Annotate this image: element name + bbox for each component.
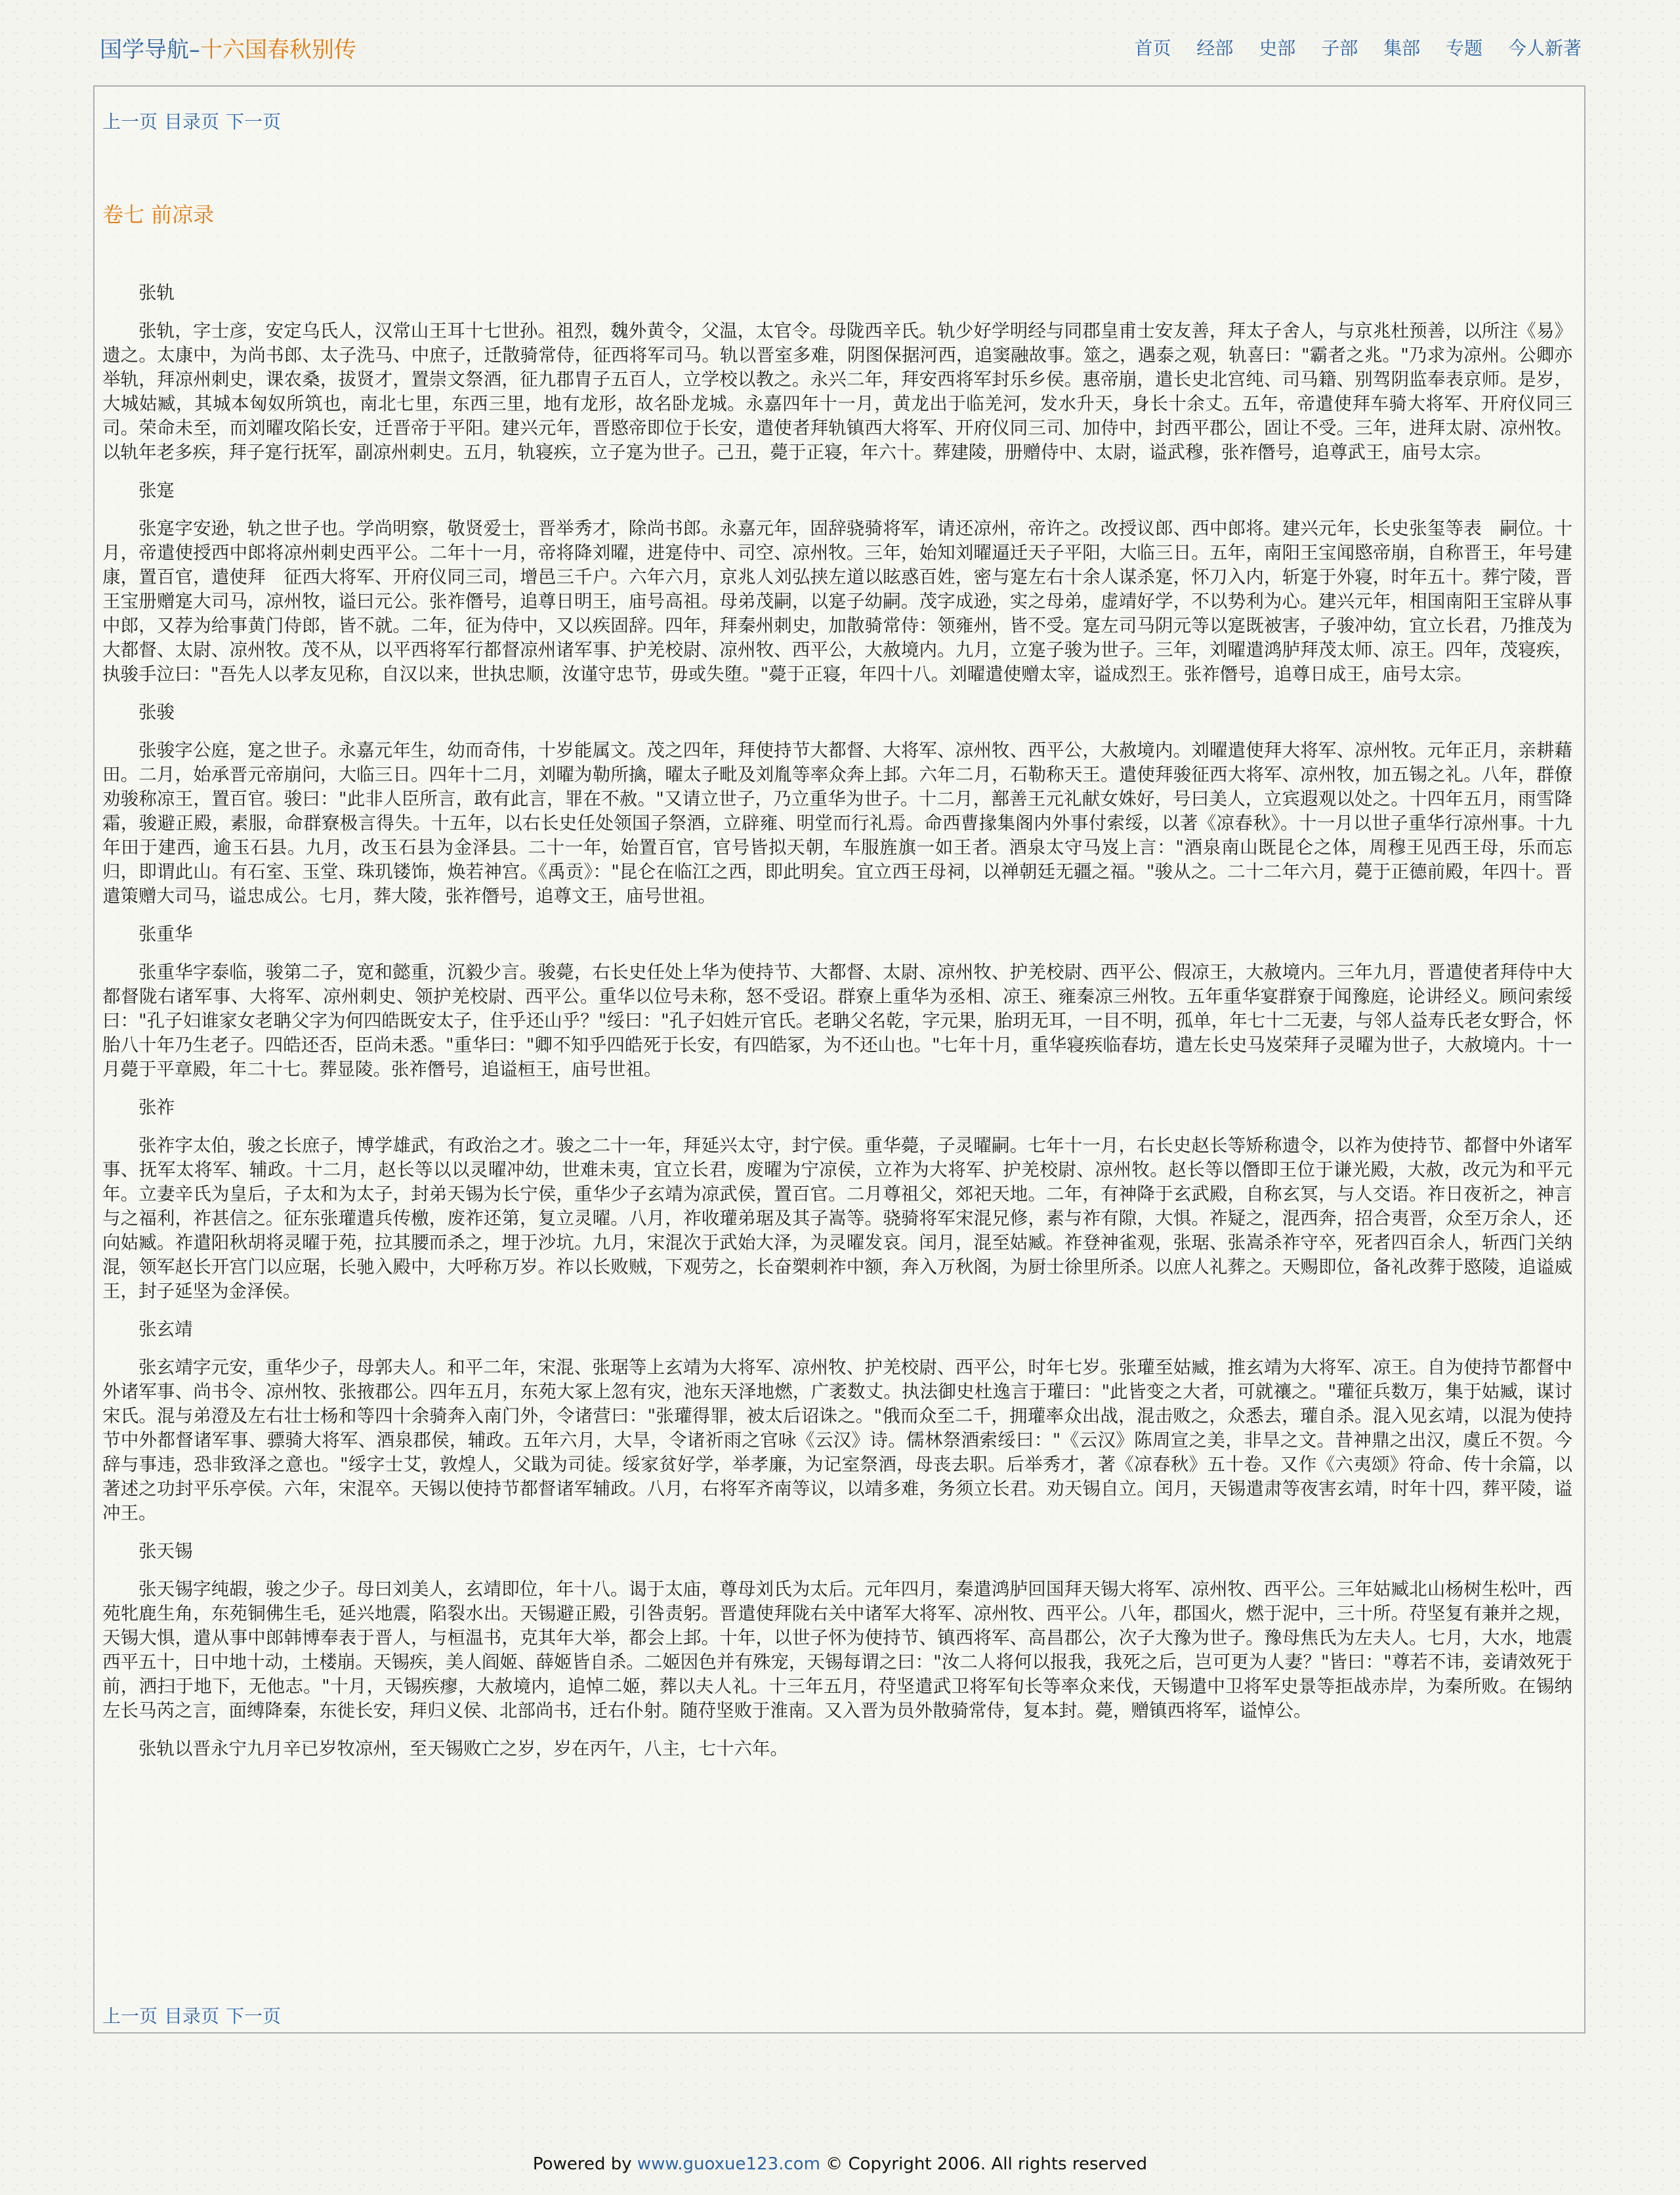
footer-copyright: © Copyright 2006. All rights reserved bbox=[820, 2154, 1148, 2174]
footer bbox=[0, 2154, 1680, 2174]
section-text: 张轨，字士彦，安定乌氏人，汉常山王耳十七世孙。祖烈，魏外黄令，父温，太官令。母陇西辛氏。轨少好学明经与同郡皇甫士安友善，拜太子舍人，与京兆杜预善，以所注《易》遗之。太康中，为尚书郎、太子洗马、中庶子，迁散骑常侍，征西将军司马。轨以晋室多难，阴图保据河西，追窦融故事。筮之，遇泰之观，轨喜曰："霸者之兆。"乃求为凉州。公卿亦举轨，拜凉州刺史，课农桑，拔贤才，置崇文祭酒，征九郡胄子五百人，立学校以教之。永兴二年，拜安西将军封乐乡侯。惠帝崩，遣长史北宫纯、司马籍、别驾阴监奉表京师。是岁，大城姑臧，其城本匈奴所筑也，南北七里，东西三里，地有龙形，故名卧龙城。永嘉四年十一月，黄龙出于临羌河，发水升天，身长十余丈。五年，帝遣使拜车骑大将军、开府仪同三司。荣命未至，而刘曜攻陷长安，迁晋帝于平阳。建兴元年，晋愍帝即位于长安，遣使者拜轨镇西大将军、开府仪同三司、加侍中，封西平郡公，固让不受。三年，进拜太尉、凉州牧。以轨年老多疾，拜子寔行抚军，副凉州刺史。五月，轨寝疾，立子寔为世子。己丑，薨于正寝，年六十。葬建陵，册赠侍中、太尉，谥武穆，张祚僭号，追尊武王，庙号太宗。 bbox=[102, 320, 1572, 463]
section-name: 张玄靖 bbox=[138, 1319, 193, 1340]
section-name: 张重华 bbox=[138, 924, 193, 945]
nav-home[interactable]: 首页 bbox=[1134, 37, 1171, 59]
nav-ji[interactable]: 集部 bbox=[1383, 37, 1421, 59]
site-name[interactable]: 国学导航 bbox=[100, 37, 189, 63]
prev-page-link[interactable]: 上一页 bbox=[102, 2005, 158, 2027]
section-name: 张骏 bbox=[138, 702, 175, 723]
section-text: 张玄靖字元安，重华少子，母郭夫人。和平二年，宋混、张琚等上玄靖为大将军、凉州牧、护羌校尉、西平公，时年七岁。张瓘至姑臧，推玄靖为大将军、凉王。自为使持节都督中外诸军事、尚书令、凉州牧、张掖郡公。四年五月，东苑大冢上忽有灾，池东天泽地燃，广袤数丈。执法御史杜逸言于瓘曰："此皆变之大者，可就禳之。"瓘征兵数万，集于姑臧，谋讨宋氏。混与弟澄及左右壮士杨和等四十余骑奔入南门外，令诸营曰："张瓘得罪，被太后诏诛之。"俄而众至二千，拥瓘率众出战，混击败之，众悉去，瓘自杀。混入见玄靖，以混为使持节中外都督诸军事、骠骑大将军、酒泉郡侯，辅政。五年六月，大旱，令诸祈雨之官咏《云汉》诗。儒林祭酒索绥曰："《云汉》陈周宣之美，非旱之文。昔神鼎之出汉，虞丘不贺。今辞与事违，恐非致泽之意也。"绥字士艾，敦煌人，父戢为司徒。绥家贫好学，举孝廉，为记室祭酒，母丧去职。后举秀才，著《凉春秋》五十卷。又作《六夷颂》符命、传十余篇，以著述之功封平乐亭侯。六年，宋混卒。天锡以使持节都督诸军辅政。八月，右将军齐南等议，以靖多难，务须立长君。劝天锡自立。闰月，天锡遣肃等夜害玄靖，时年十四，葬平陵，谥冲王。 bbox=[102, 1357, 1572, 1524]
section-name: 张祚 bbox=[138, 1097, 175, 1118]
prev-page-link[interactable]: 上一页 bbox=[102, 111, 158, 133]
section-text: 张骏字公庭，寔之世子。永嘉元年生，幼而奇伟，十岁能属文。茂之四年，拜使持节大都督、大将军、凉州牧、西平公，大赦境内。刘曜遣使拜大将军、凉州牧。元年正月，亲耕藉田。二月，始承晋元帝崩问，大临三日。四年十二月，刘曜为勒所擒，曜太子毗及刘胤等率众奔上邽。六年二月，石勒称天王。遣使拜骏征西大将军、凉州牧，加五锡之礼。八年，群僚劝骏称凉王，置百官。骏曰："此非人臣所言，敢有此言，罪在不赦。"又请立世子，乃立重华为世子。十二月，鄯善王元礼献女姝好，号曰美人，立宾遐观以处之。十四年五月，雨雪降霜，骏避正殿，素服，命群寮极言得失。十五年，以右长史任处领国子祭酒，立辟雍、明堂而行礼焉。命西曹掾集阁内外事付索绥，以著《凉春秋》。十一月以世子重华行凉州事。十九年田于建西，逾玉石县。九月，改玉石县为金泽县。二十一年，始置百官，官号皆拟天朝，车服旌旗一如王者。酒泉太守马岌上言："酒泉南山既昆仑之体，周穆王见西王母，乐而忘归，即谓此山。有石室、玉堂、珠玑镂饰，焕若神宫。《禹贡》："昆仑在临江之西，即此明矣。宜立西王母祠，以禅朝廷无疆之福。"骏从之。二十二年六月，薨于正德前殿，年四十。晋遣策赠大司马，谥忠成公。七月，葬大陵，张祚僭号，追尊文王，庙号世祖。 bbox=[102, 740, 1572, 906]
section-name: 张天锡 bbox=[138, 1541, 193, 1562]
top-navigation bbox=[1114, 34, 1582, 60]
content-panel bbox=[93, 85, 1586, 2034]
title-dash: – bbox=[189, 37, 200, 63]
nav-shi[interactable]: 史部 bbox=[1259, 37, 1296, 59]
section-text: 张重华字泰临，骏第二子，宽和懿重，沉毅少言。骏薨，右长史任处上华为使持节、大都督、太尉、凉州牧、护羌校尉、西平公、假凉王，大赦境内。三年九月，晋遣使者拜侍中大都督陇右诸军事、大将军、凉州刺史、领护羌校尉、西平公。重华以位号未称，怒不受诏。群寮上重华为丞相、凉王、雍秦凉三州牧。五年重华宴群寮于闻豫庭，论讲经义。顾问索绥曰："孔子妇谁家女老聃父字为何四皓既安太子，住乎还山乎？"绥曰："孔子妇姓亓官氏。老聃父名乾，字元果，胎玥无耳，一目不明，孤单，年七十二无妻，与邻人益寿氏老女野合，怀胎八十年乃生老子。四皓还否，臣尚未悉。"重华曰："卿不知乎四皓死于长安，有四皓冢，为不还山也。"七年十月，重华寝疾临春坊，遣左长史马岌荣拜子灵曜为世子，大赦境内。十一月薨于平章殿，年二十七。葬显陵。张祚僭号，追谥桓王，庙号世祖。 bbox=[102, 962, 1572, 1080]
next-page-link[interactable]: 下一页 bbox=[226, 2005, 282, 2027]
pager-top bbox=[102, 108, 287, 134]
next-page-link[interactable]: 下一页 bbox=[226, 111, 282, 133]
footer-prefix: Powered by bbox=[532, 2154, 637, 2174]
section-text: 张祚字太伯，骏之长庶子，博学雄武，有政治之才。骏之二十一年，拜延兴太守，封宁侯。重华薨，子灵曜嗣。七年十一月，右长史赵长等矫称遗令，以祚为使持节、都督中外诸军事、抚军太将军、辅政。十二月，赵长等以以灵曜冲幼，世难未夷，宜立长君，废曜为宁凉侯，立祚为大将军、护羌校尉、凉州牧。赵长等以僭即王位于谦光殿，大赦，改元为和平元年。立妻辛氏为皇后，子太和为太子，封弟天锡为长宁侯，重华少子玄靖为凉武侯，置百官。二月尊祖父，郊祀天地。二年，有神降于玄武殿，自称玄冥，与人交语。祚日夜祈之，神言与之福利，祚甚信之。征东张瓘遣兵传檄，废祚还第，复立灵曜。八月，祚收瓘弟琚及其子嵩等。骁骑将军宋混兄修，素与祚有隙，大惧。祚疑之，混西奔，招合夷晋，众至万余人，还向姑臧。祚遣阳秋胡将灵曜于苑，拉其腰而杀之，埋于沙坑。九月，宋混次于武始大泽，为灵曜发哀。闰月，混至姑臧。祚登神雀观，张琚、张嵩杀祚守卒，死者四百余人，斩西门关纳混，领军赵长开宫门以应琚，长驰入殿中，大呼称万岁。祚以长败贼，下观劳之，长奋槊刺祚中额，奔入万秋阁，为厨士徐里所杀。以庶人礼葬之。天赐即位，备礼改葬于愍陵，追谥威王，封子延坚为金泽侯。 bbox=[102, 1135, 1572, 1302]
section-text: 张天锡字纯嘏，骏之少子。母曰刘美人，玄靖即位，年十八。谒于太庙，尊母刘氏为太后。元年四月，秦遣鸿胪回国拜天锡大将军、凉州牧、西平公。三年姑臧北山杨树生松叶，西苑牝鹿生角，东苑铜佛生毛，延兴地震，陷裂水出。天锡避正殿，引咎责躬。晋遣使拜陇右关中诸军大将军、凉州牧、西平公。八年，郡国火，燃于泥中，三十所。苻坚复有兼并之规，天锡大惧，遣从事中郎韩博奉表于晋人，与桓温书，克其年大举，都会上邽。十年，以世子怀为使持节、镇西将军、高昌郡公，次子大豫为世子。豫母焦氏为左夫人。七月，大水，地震西平五十，日中地十动，土楼崩。天锡疾，美人阎姬、薛姬皆自杀。二姬因色并有殊宠，天锡每谓之曰："汝二人将何以报我，我死之后，岂可更为人妻？"皆曰："尊若不讳，妾请效死于前，洒扫于地下，无他志。"十月，天锡疾瘳，大赦境内，追悼二姬，葬以夫人礼。十三年五月，苻坚遣武卫将军旬长等率众来伐，天锡遣中卫将军史景等拒战赤岸，为秦所败。在锡纳左长马芮之言，面缚降秦，东徙长安，拜归义侯、北部尚书，迁右仆射。随苻坚败于淮南。又入晋为员外散骑常侍，复本封。薨，赠镇西将军，谥悼公。 bbox=[102, 1579, 1572, 1721]
toc-link[interactable]: 目录页 bbox=[164, 111, 220, 133]
chapter-title: 卷七 前凉录 bbox=[102, 202, 215, 227]
footer-site-link[interactable]: www.guoxue123.com bbox=[637, 2154, 820, 2174]
nav-modern[interactable]: 今人新著 bbox=[1507, 37, 1582, 59]
nav-jing[interactable]: 经部 bbox=[1196, 37, 1234, 59]
toc-link[interactable]: 目录页 bbox=[164, 2005, 220, 2027]
section-name: 张寔 bbox=[138, 480, 175, 501]
site-title[interactable] bbox=[100, 32, 356, 64]
book-title: 十六国春秋别传 bbox=[200, 37, 356, 63]
pager-bottom bbox=[102, 2002, 287, 2028]
nav-zi[interactable]: 子部 bbox=[1321, 37, 1358, 59]
nav-zhuanti[interactable]: 专题 bbox=[1446, 37, 1483, 59]
article-body bbox=[102, 281, 1572, 1775]
section-text: 张寔字安逊，轨之世子也。学尚明察，敬贤爱士，晋举秀才，除尚书郎。永嘉元年，固辞骁骑将军，请还凉州，帝许之。改授议郎、西中郎将。建兴元年，长史张玺等表 嗣位。十月，帝遣使授西中郎将凉州刺史西平公。二年十一月，帝将降刘曜，进寔侍中、司空、凉州牧。三年，始知刘曜逼迁天子平阳，大临三日。五年，南阳王宝闻愍帝崩，自称晋王，年号建康，置百官，遣使拜 征西大将军、开府仪同三司，增邑三千户。六年六月，京兆人刘弘挟左道以眩惑百姓，密与寔左右十余人谋杀寔，怀刀入内，斩寔于外寝，时年五十。葬宁陵，晋王宝册赠寔大司马，凉州牧，谥曰元公。张祚僭号，追尊日明王，庙号高祖。母弟茂嗣，以寔子幼嗣。茂字成逊，实之母弟，虚靖好学，不以势利为心。建兴元年，相国南阳王宝辟从事中郎，又荐为给事黄门侍郎，皆不就。二年，征为侍中，又以疾固辞。四年，拜秦州刺史，加散骑常侍：领雍州，皆不受。寔左司马阴元等以寔既被害，子骏冲幼，宜立长君，乃推茂为大都督、太尉、凉州牧。茂不从，以平西将军行都督凉州诸军事、护羌校尉、凉州牧、西平公，大赦境内。九月，立寔子骏为世子。三年，刘曜遣鸿胪拜茂太师、凉王。四年，茂寝疾，执骏手泣曰："吾先人以孝友见称，自汉以来，世执忠顺，汝谨守忠节，毋或失堕。"薨于正寝，年四十八。刘曜遣使赠太宰，谥成烈王。张祚僭号，追尊日成王，庙号太宗。 bbox=[102, 518, 1572, 685]
section-name: 张轨 bbox=[138, 282, 175, 303]
closing-text: 张轨以晋永宁九月辛已岁牧凉州，至天锡败亡之岁，岁在丙午，八主，七十六年。 bbox=[138, 1738, 788, 1759]
